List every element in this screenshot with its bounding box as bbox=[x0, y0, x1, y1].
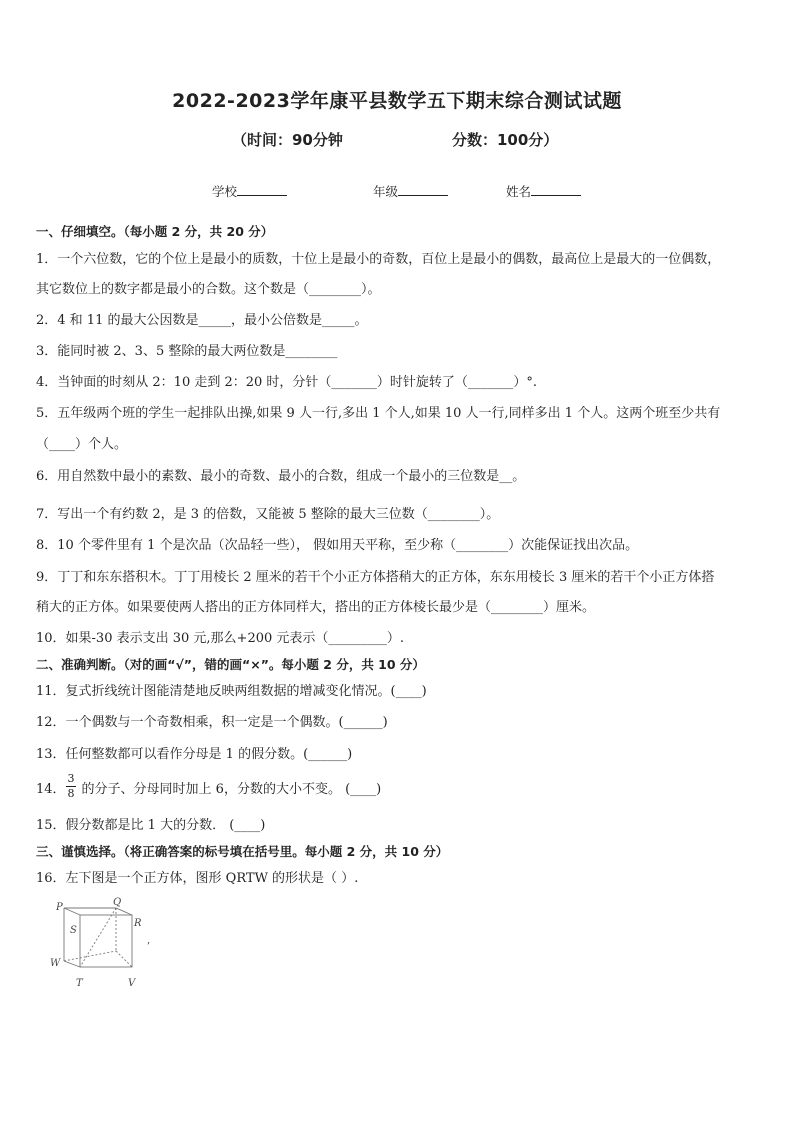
question-14 bbox=[36, 782, 766, 798]
question-5-line-1: 5．五年级两个班的学生一起排队出操,如果 9 人一行,多出 1 个人,如果 10 人一行,同样多出 1 个人。这两个班至少共有 bbox=[36, 406, 721, 421]
question-4: 4．当钟面的时刻从 2：10 走到 2：20 时，分针（_______）时针旋转了（_______）°. bbox=[36, 375, 538, 390]
grade-blank[interactable] bbox=[398, 183, 448, 196]
question-5-line-2: （____）个人。 bbox=[36, 437, 128, 452]
question-3: 3．能同时被 2、3、5 整除的最大两位数是________ bbox=[36, 344, 338, 359]
question-13: 13．任何整数都可以看作分母是 1 的假分数。(______) bbox=[36, 747, 353, 762]
cube-label-s: S bbox=[70, 925, 77, 936]
cube-label-w: W bbox=[50, 958, 61, 969]
school-field bbox=[212, 182, 287, 200]
name-field bbox=[506, 182, 581, 200]
question-11: 11．复式折线统计图能清楚地反映两组数据的增减变化情况。(____) bbox=[36, 684, 427, 699]
cube-label-r: R bbox=[134, 918, 142, 929]
question-10: 10．如果-30 表示支出 30 元,那么+200 元表示（_________）. bbox=[36, 631, 405, 646]
question-12: 12．一个偶数与一个奇数相乘，积一定是一个偶数。(______) bbox=[36, 715, 388, 730]
fraction-denominator: 8 bbox=[67, 787, 75, 800]
exam-time: （时间：90分钟 bbox=[232, 131, 343, 149]
section-2-heading: 二、准确判断。（对的画“√”，错的画“×”。每小题 2 分，共 10 分） bbox=[36, 657, 425, 672]
school-blank[interactable] bbox=[237, 183, 287, 196]
question-14-number: 14． bbox=[36, 782, 66, 797]
stray-mark: , bbox=[147, 935, 151, 946]
name-blank[interactable] bbox=[531, 183, 581, 196]
school-label: 学校 bbox=[212, 184, 238, 199]
question-7: 7．写出一个有约数 2，是 3 的倍数，又能被 5 整除的最大三位数（________）。 bbox=[36, 507, 500, 522]
cube-figure bbox=[44, 893, 164, 993]
exam-score: 分数：100分） bbox=[452, 131, 559, 149]
question-8: 8．10 个零件里有 1 个是次品（次品轻一些）， 假如用天平称，至少称（________）次能保证找出次品。 bbox=[36, 538, 639, 553]
question-15: 15．假分数都是比 1 大的分数． (____) bbox=[36, 818, 266, 833]
question-14-text: 的分子、分母同时加上 6，分数的大小不变。 (____) bbox=[81, 782, 382, 797]
fraction-3-8 bbox=[66, 773, 76, 800]
section-1-heading: 一、仔细填空。（每小题 2 分，共 20 分） bbox=[36, 224, 274, 239]
question-1-line-1: 1．一个六位数，它的个位上是最小的质数，十位上是最小的奇数，百位上是最小的偶数，最高位上是最大的一位偶数， bbox=[36, 252, 721, 267]
cube-edges bbox=[64, 908, 132, 967]
question-9-line-1: 9．丁丁和东东搭积木。丁丁用棱长 2 厘米的若干个小正方体搭稍大的正方体，东东用棱长 3 厘米的若干个小正方体搭 bbox=[36, 570, 715, 585]
page-title: 2022-2023学年康平县数学五下期末综合测试试题 bbox=[172, 90, 622, 112]
question-9-line-2: 稍大的正方体。如果要使两人搭出的正方体同样大，搭出的正方体棱长最少是（________）厘米。 bbox=[36, 600, 596, 615]
cube-label-q: Q bbox=[113, 897, 122, 908]
fraction-numerator: 3 bbox=[67, 772, 75, 785]
question-1-line-2: 其它数位上的数字都是最小的合数。这个数是（________）。 bbox=[36, 282, 381, 297]
cube-label-v: V bbox=[128, 978, 136, 989]
question-16: 16．左下图是一个正方体，图形 QRTW 的形状是（ ）. bbox=[36, 871, 359, 886]
name-label: 姓名 bbox=[506, 184, 532, 199]
grade-field bbox=[373, 182, 448, 200]
question-6: 6．用自然数中最小的素数、最小的奇数、最小的合数，组成一个最小的三位数是__。 bbox=[36, 469, 526, 484]
cube-label-p: P bbox=[56, 902, 63, 913]
question-2: 2．4 和 11 的最大公因数是_____，最小公倍数是_____。 bbox=[36, 313, 368, 328]
cube-label-t: T bbox=[76, 978, 83, 989]
grade-label: 年级 bbox=[373, 184, 399, 199]
section-3-heading: 三、谨慎选择。（将正确答案的标号填在括号里。每小题 2 分，共 10 分） bbox=[36, 844, 449, 859]
